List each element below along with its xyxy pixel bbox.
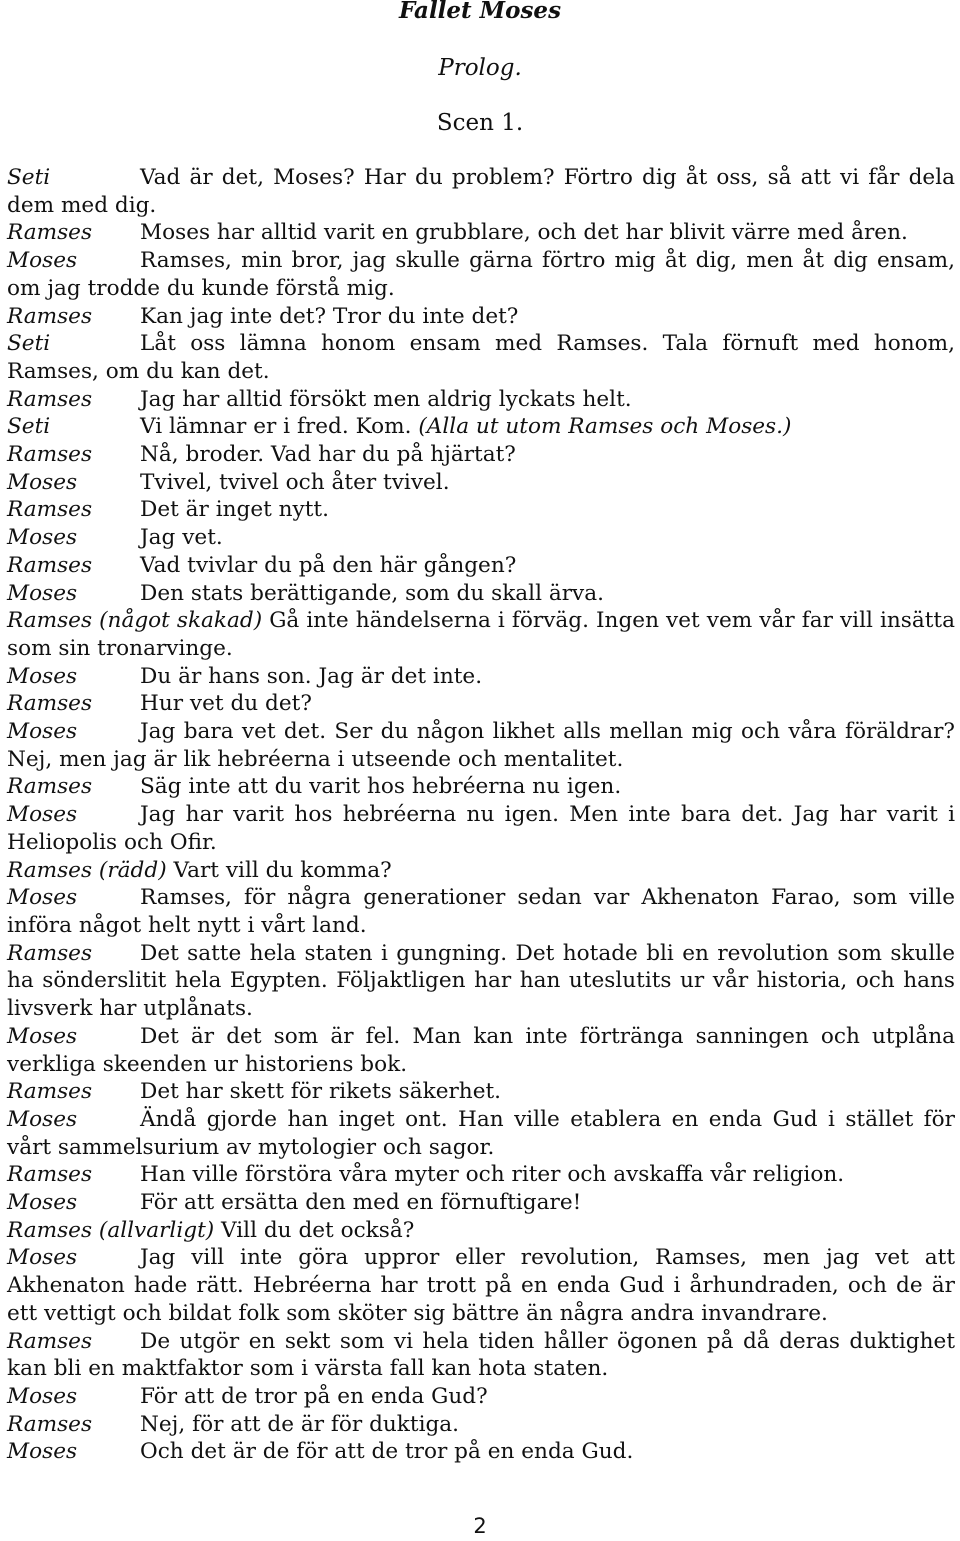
- speaker-name: Ramses: [7, 1328, 93, 1354]
- speaker-name: Ramses: [7, 220, 93, 246]
- dialogue-line: [7, 857, 955, 885]
- dialogue-line: [7, 1217, 955, 1245]
- dialogue-text: Nej, för att de är för duktiga.: [140, 1411, 460, 1437]
- dialogue-line: [7, 1161, 955, 1189]
- dialogue-text: Låt oss lämna honom ensam med Ramses. Tala förnuft med honom, Ramses, om du kan det.: [7, 331, 955, 384]
- dialogue-text: Jag vill inte göra uppror eller revolution, Ramses, men jag vet att Akhenaton hade rätt. Hebréerna har trott på en enda Gud i århundraden, och de är ett vettigt och bildat folk som sköter sig bättre än några andra invandrare.: [7, 1245, 955, 1326]
- prologue-heading: Prolog.: [438, 55, 522, 81]
- dialogue-line: [7, 164, 955, 219]
- dialogue-line: [7, 469, 955, 497]
- speaker-name: Moses: [7, 1439, 78, 1465]
- dialogue-text: Ramses, för några generationer sedan var Akhenaton Farao, som ville införa något helt nytt i vårt land.: [7, 885, 955, 938]
- dialogue-line: [7, 1328, 955, 1383]
- dialogue-text: Vad tvivlar du på den här gången?: [140, 552, 517, 578]
- dialogue-line: [7, 1411, 955, 1439]
- speaker-name: Ramses: [7, 1079, 93, 1105]
- dialogue-text: Tvivel, tvivel och åter tvivel.: [140, 469, 450, 495]
- speaker-name: Moses: [7, 802, 78, 828]
- speaker-name: Ramses: [7, 497, 93, 523]
- dialogue-text: Vart vill du komma?: [173, 857, 392, 883]
- dialogue-text: Vad är det, Moses? Har du problem? Förtro dig åt oss, så att vi får dela dem med dig.: [7, 165, 955, 218]
- page-number: 2: [473, 1514, 487, 1538]
- dialogue-line: [7, 247, 955, 302]
- dialogue-line: [7, 718, 955, 773]
- dialogue-line: [7, 303, 955, 331]
- speaker-name: Ramses: [7, 1217, 93, 1243]
- dialogue-line: [7, 940, 955, 1023]
- dialogue-text: Moses har alltid varit en grubblare, och det har blivit värre med åren.: [140, 220, 908, 246]
- dialogue-text: Han ville förstöra våra myter och riter och avskaffa vår religion.: [140, 1162, 845, 1188]
- dialogue-line: [7, 1244, 955, 1327]
- dialogue-line: [7, 1189, 955, 1217]
- dialogue-text: Du är hans son. Jag är det inte.: [140, 663, 483, 689]
- dialogue-text: Säg inte att du varit hos hebréerna nu igen.: [140, 774, 622, 800]
- speaker-name: Moses: [7, 525, 78, 551]
- speaker-name: Moses: [7, 719, 78, 745]
- dialogue-text: Hur vet du det?: [140, 691, 312, 717]
- speaker-name: Moses: [7, 1106, 78, 1132]
- dialogue-line: [7, 580, 955, 608]
- dialogue-line: [7, 413, 955, 441]
- dialogue-text: Gå inte händelserna i förväg. Ingen vet vem vår far vill insätta som sin tronarvinge.: [7, 608, 955, 661]
- dialogue-text: Kan jag inte det? Tror du inte det?: [140, 303, 519, 329]
- dialogue-line: [7, 801, 955, 856]
- speaker-name: Moses: [7, 885, 78, 911]
- dialogue-text: För att ersätta den med en förnuftigare!: [140, 1190, 582, 1216]
- dialogue-line: [7, 496, 955, 524]
- dialogue-line: [7, 690, 955, 718]
- speaker-name: Ramses: [7, 552, 93, 578]
- stage-direction: (rädd): [98, 857, 167, 883]
- dialogue-line: [7, 330, 955, 385]
- dialogue-text: Jag bara vet det. Ser du någon likhet alls mellan mig och våra föräldrar? Nej, men jag är lik hebréerna i utseende och mentalitet.: [7, 719, 955, 772]
- dialogue-text: Ändå gjorde han inget ont. Han ville etablera en enda Gud i stället för vårt sammelsurium av mytologier och sagor.: [7, 1106, 955, 1160]
- document-title: Fallet Moses: [398, 0, 562, 24]
- speaker-name: Moses: [7, 1190, 78, 1216]
- dialogue-text: Det har skett för rikets säkerhet.: [140, 1079, 502, 1105]
- dialogue-line: [7, 1078, 955, 1106]
- dialogue-text: Nå, broder. Vad har du på hjärtat?: [140, 442, 516, 468]
- dialogue-text: Det är inget nytt.: [140, 497, 329, 523]
- speaker-name: Ramses: [7, 1411, 93, 1437]
- dialogue-line: [7, 1383, 955, 1411]
- dialogue-line: [7, 1106, 955, 1161]
- speaker-name: Moses: [7, 580, 78, 606]
- dialogue-line: [7, 773, 955, 801]
- speaker-name: Moses: [7, 248, 78, 274]
- dialogue-text: Den stats berättigande, som du skall ärva.: [140, 580, 604, 606]
- speaker-name: Ramses: [7, 303, 93, 329]
- speaker-name: Ramses: [7, 774, 93, 800]
- dialogue-text: Vill du det också?: [221, 1217, 415, 1243]
- dialogue-text: Jag har alltid försökt men aldrig lyckats helt.: [140, 386, 632, 412]
- dialogue-text: Vi lämnar er i fred. Kom.: [140, 414, 419, 440]
- speaker-name: Moses: [7, 1023, 78, 1049]
- dialogue-line: [7, 1023, 955, 1078]
- speaker-name: Ramses: [7, 1162, 93, 1188]
- dialogue-line: [7, 441, 955, 469]
- speaker-name: Seti: [7, 331, 51, 357]
- dialogue-text: För att de tror på en enda Gud?: [140, 1383, 488, 1409]
- speaker-name: Ramses: [7, 940, 93, 966]
- dialogue-line: [7, 386, 955, 414]
- dialogue-text: Och det är de för att de tror på en enda Gud.: [140, 1439, 634, 1465]
- speaker-name: Moses: [7, 1245, 78, 1271]
- dialogue-text: Jag har varit hos hebréerna nu igen. Men inte bara det. Jag har varit i Heliopolis och Ofir.: [7, 802, 955, 855]
- stage-direction: (allvarligt): [98, 1217, 215, 1243]
- script-body: [7, 164, 955, 1466]
- dialogue-line: [7, 663, 955, 691]
- dialogue-text: Det är det som är fel. Man kan inte förtränga sanningen och utplåna verkliga skeenden ur historiens bok.: [7, 1023, 955, 1077]
- speaker-name: Ramses: [7, 442, 93, 468]
- speaker-name: Ramses: [7, 386, 93, 412]
- speaker-name: Ramses: [7, 608, 93, 634]
- speaker-name: Ramses: [7, 691, 93, 717]
- scene-heading: Scen 1.: [436, 110, 524, 136]
- stage-direction: (något skakad): [99, 608, 263, 634]
- dialogue-text: Jag vet.: [140, 525, 223, 551]
- dialogue-text: Ramses, min bror, jag skulle gärna förtro mig åt dig, men åt dig ensam, om jag trodde du kunde förstå mig.: [7, 248, 955, 301]
- dialogue-line: [7, 552, 955, 580]
- dialogue-line: [7, 524, 955, 552]
- dialogue-line: [7, 219, 955, 247]
- speaker-name: Ramses: [7, 857, 93, 883]
- dialogue-text: De utgör en sekt som vi hela tiden håller ögonen på då deras duktighet kan bli en maktfaktor som i värsta fall kan hota staten.: [7, 1328, 955, 1382]
- dialogue-line: [7, 884, 955, 939]
- speaker-name: Moses: [7, 1383, 78, 1409]
- stage-direction: (Alla ut utom Ramses och Moses.): [418, 414, 792, 440]
- speaker-name: Seti: [7, 165, 51, 190]
- speaker-name: Moses: [7, 469, 78, 495]
- speaker-name: Moses: [7, 663, 78, 689]
- speaker-name: Seti: [7, 414, 51, 440]
- dialogue-line: [7, 1438, 955, 1466]
- dialogue-text: Det satte hela staten i gungning. Det hotade bli en revolution som skulle ha sönderslitit hela Egypten. Följaktligen har han uteslutits ur vår historia, och hans livsverk har utplånats.: [7, 940, 955, 1022]
- dialogue-line: [7, 607, 955, 662]
